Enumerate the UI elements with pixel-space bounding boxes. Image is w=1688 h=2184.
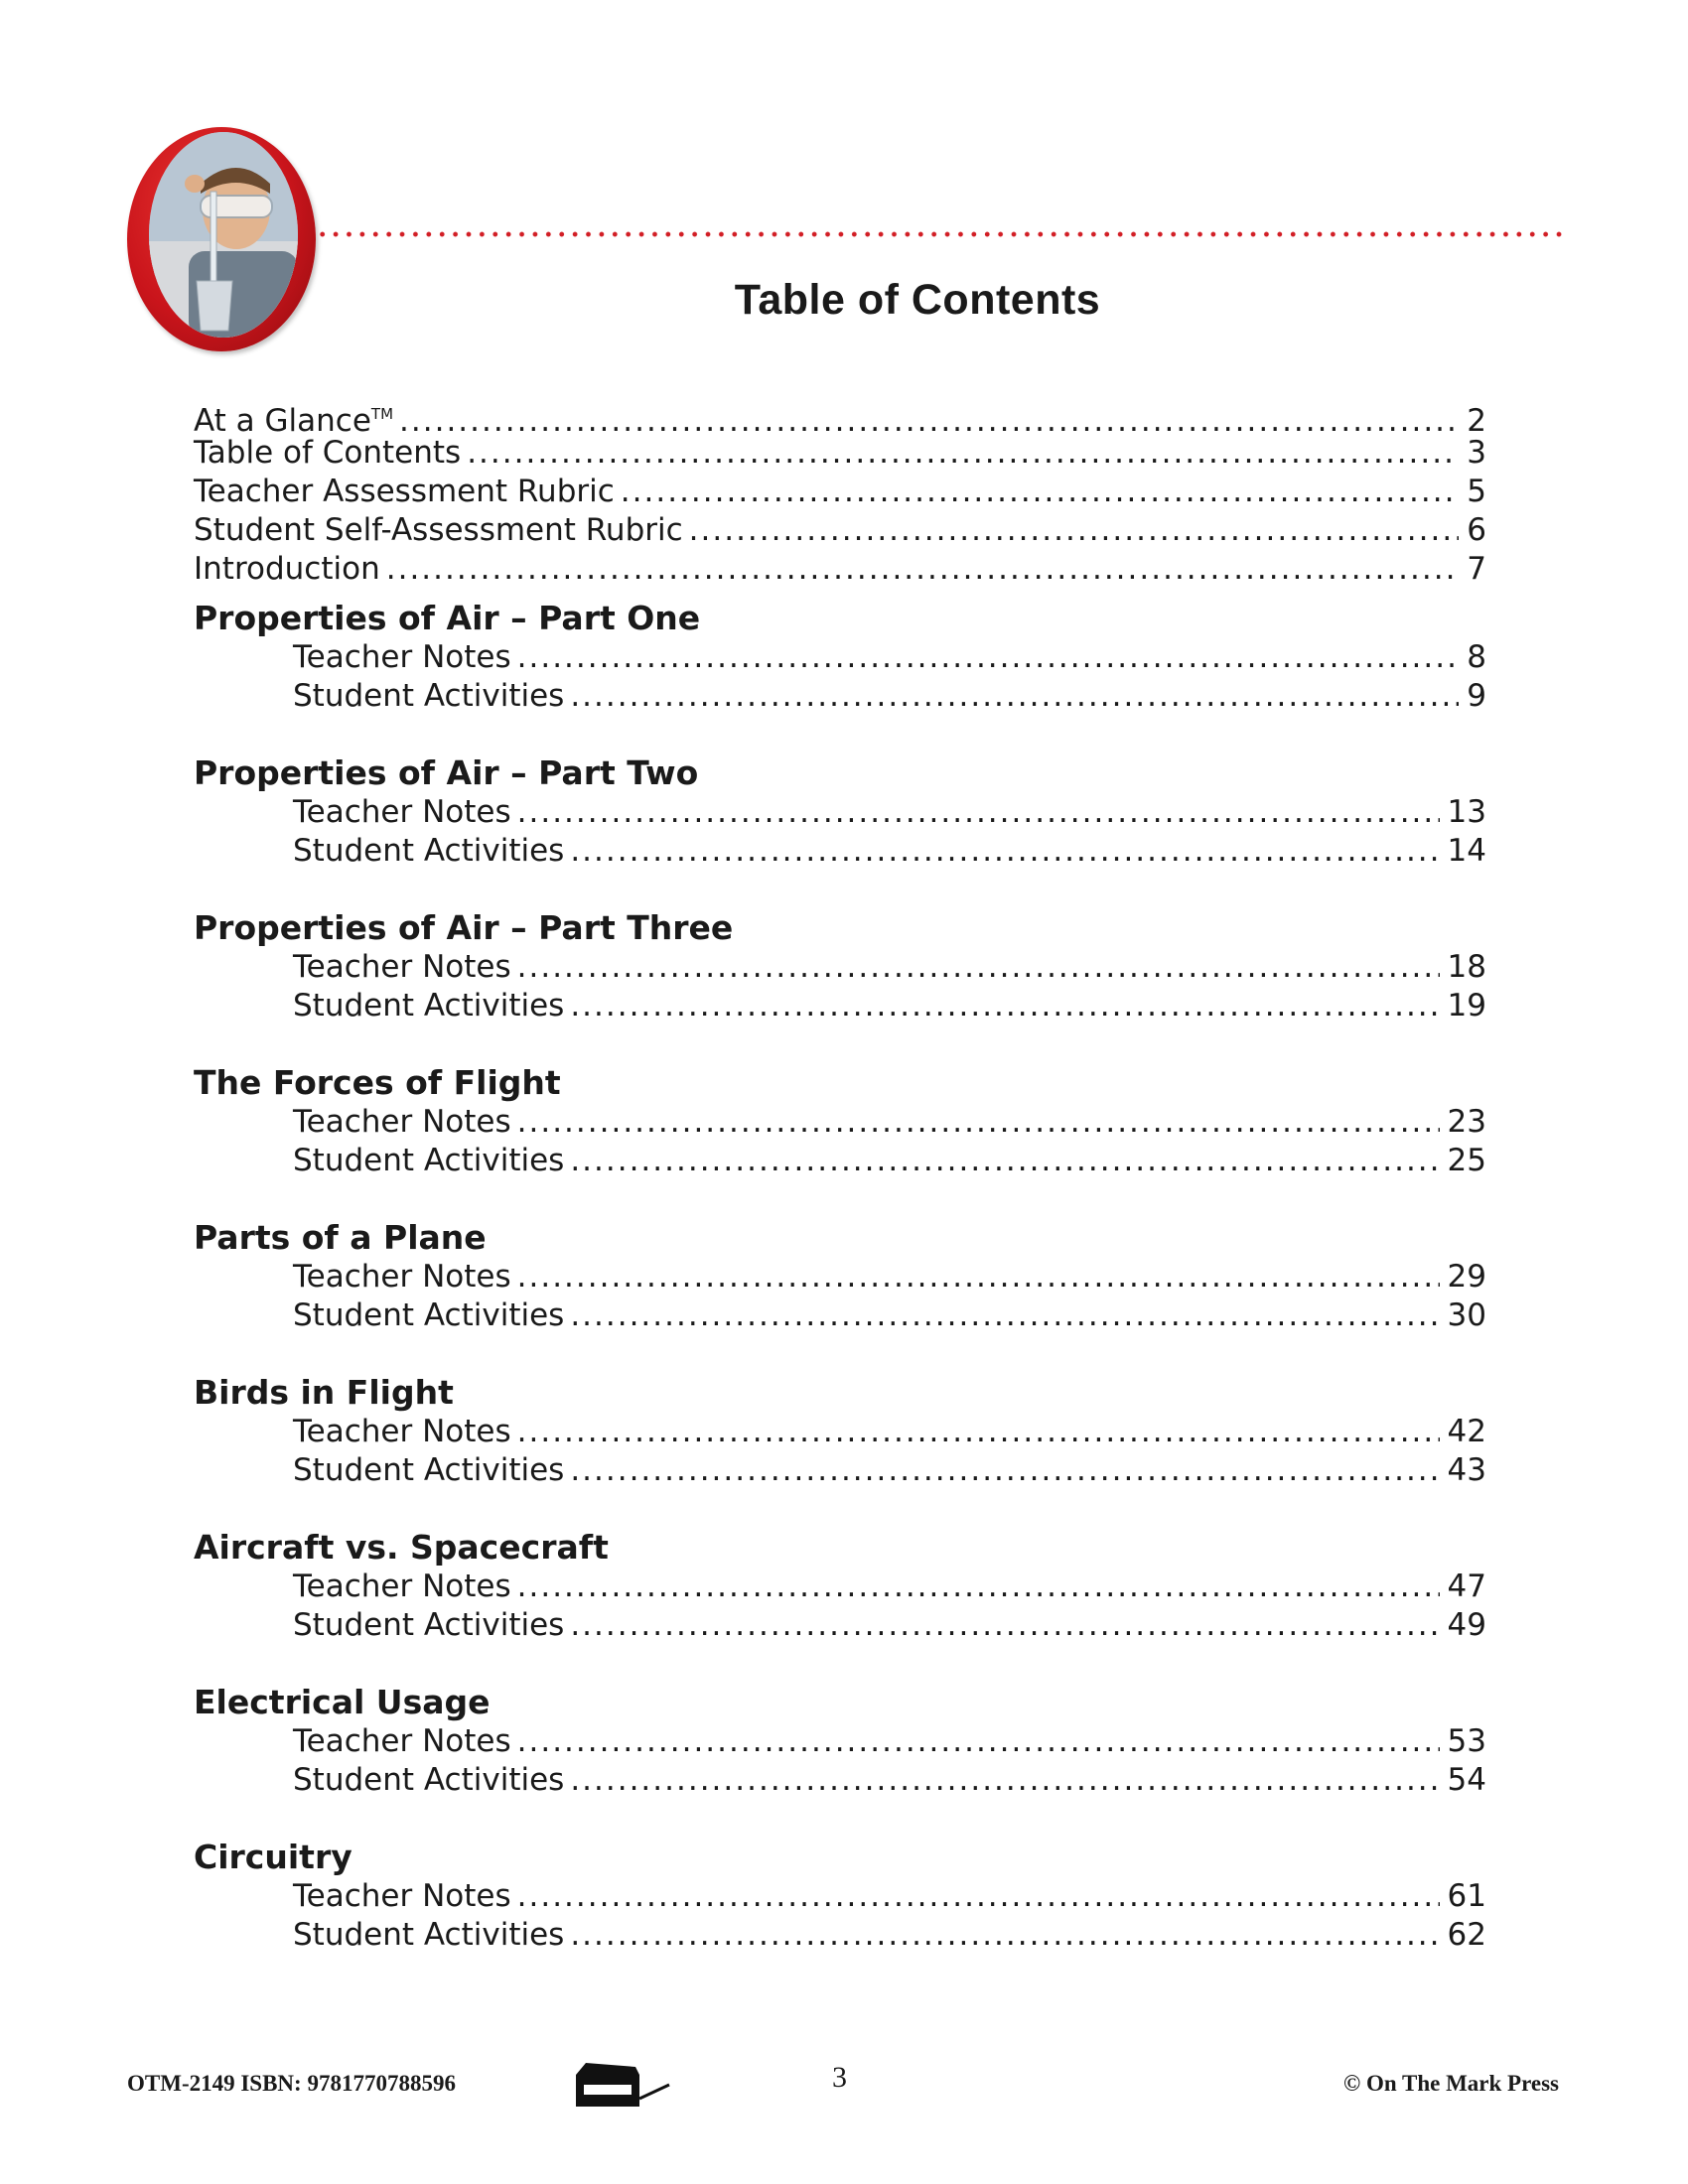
toc-entry-student-activities	[194, 1606, 1486, 1645]
toc-entry-label: Student Activities	[293, 1143, 565, 1178]
toc-entry-teacher-assessment-rubric	[194, 473, 1486, 511]
toc-entry-label: Teacher Notes	[293, 1259, 511, 1295]
toc-entry-page: 6	[1467, 512, 1486, 548]
leader-dots	[517, 1568, 1440, 1606]
page-footer	[0, 2057, 1688, 2116]
leader-dots	[570, 1142, 1439, 1180]
toc-entry-page: 14	[1447, 833, 1486, 869]
leader-dots	[570, 1916, 1439, 1955]
leader-dots	[517, 1877, 1440, 1916]
leader-dots	[517, 948, 1440, 987]
toc-entry-page: 13	[1447, 794, 1486, 830]
leader-dots	[621, 473, 1459, 511]
toc-entry-teacher-notes	[194, 1413, 1486, 1451]
toc-entry-student-activities	[194, 1761, 1486, 1800]
toc-entry-page: 47	[1447, 1569, 1486, 1604]
toc-section	[194, 1838, 1486, 1955]
toc-entry-page: 23	[1447, 1104, 1486, 1140]
leader-dots	[570, 832, 1439, 871]
toc-entry-page: 9	[1467, 678, 1486, 714]
toc-entry-at-a-glance	[194, 395, 1486, 439]
toc-entry-label: Student Activities	[293, 988, 565, 1024]
clapperboard-icon	[574, 2061, 673, 2114]
toc-section-title: Aircraft vs. Spacecraft	[194, 1528, 609, 1567]
leader-dots	[570, 1451, 1439, 1490]
toc-entry-label: Student Self-Assessment Rubric	[194, 512, 683, 548]
dotted-divider	[316, 231, 1565, 237]
toc-entry-page: 7	[1467, 551, 1486, 587]
leader-dots	[517, 1258, 1440, 1297]
leader-dots	[517, 1722, 1440, 1761]
leader-dots	[517, 638, 1460, 677]
leader-dots	[570, 677, 1459, 716]
toc-entry-page: 62	[1447, 1917, 1486, 1953]
toc-entry-label: Table of Contents	[194, 435, 462, 471]
toc-entry-teacher-notes	[194, 1722, 1486, 1761]
toc-entry-student-activities	[194, 1142, 1486, 1180]
toc-entry-page: 2	[1467, 403, 1486, 439]
toc-section-title: Birds in Flight	[194, 1373, 454, 1412]
toc-entry-page: 54	[1447, 1762, 1486, 1798]
toc-entry-label: Teacher Notes	[293, 794, 511, 830]
toc-section-title: Parts of a Plane	[194, 1218, 487, 1257]
toc-section-title: Circuitry	[194, 1838, 352, 1876]
toc-entry-student-activities	[194, 1451, 1486, 1490]
table-of-contents	[194, 395, 1486, 1992]
toc-section-title: Properties of Air – Part One	[194, 599, 701, 637]
toc-entry-page: 43	[1447, 1452, 1486, 1488]
section-list	[194, 599, 1486, 1955]
toc-section-title: Electrical Usage	[194, 1683, 491, 1721]
leader-dots	[689, 511, 1460, 550]
toc-entry-label: Teacher Notes	[293, 1104, 511, 1140]
toc-section-title: Properties of Air – Part Three	[194, 908, 734, 947]
toc-entry-label: Student Activities	[293, 1297, 565, 1333]
leader-dots	[386, 550, 1460, 589]
leader-dots	[517, 793, 1440, 832]
toc-entry-label: Teacher Notes	[293, 1569, 511, 1604]
toc-entry-page: 25	[1447, 1143, 1486, 1178]
toc-entry-page: 18	[1447, 949, 1486, 985]
toc-entry-teacher-notes	[194, 793, 1486, 832]
leader-dots	[570, 1297, 1439, 1335]
toc-entry-table-of-contents	[194, 434, 1486, 473]
toc-entry-label: Introduction	[194, 551, 380, 587]
toc-entry-label: Teacher Notes	[293, 639, 511, 675]
toc-entry-page: 49	[1447, 1607, 1486, 1643]
toc-entry-page: 29	[1447, 1259, 1486, 1295]
toc-section	[194, 1528, 1486, 1645]
toc-entry-page: 30	[1447, 1297, 1486, 1333]
leader-dots	[570, 987, 1439, 1025]
toc-section-title: The Forces of Flight	[194, 1063, 561, 1102]
leader-dots	[467, 434, 1459, 473]
toc-section	[194, 599, 1486, 716]
page-number: 3	[832, 2061, 847, 2094]
toc-entry-student-activities	[194, 987, 1486, 1025]
toc-entry-teacher-notes	[194, 1568, 1486, 1606]
toc-entry-student-activities	[194, 1297, 1486, 1335]
toc-entry-student-activities	[194, 677, 1486, 716]
toc-entry-teacher-notes	[194, 1258, 1486, 1297]
toc-entry-student-self-assessment-rubric	[194, 511, 1486, 550]
toc-section	[194, 908, 1486, 1025]
toc-entry-page: 8	[1467, 639, 1486, 675]
toc-entry-introduction	[194, 550, 1486, 589]
toc-section	[194, 1373, 1486, 1490]
leader-dots	[570, 1761, 1439, 1800]
toc-entry-page: 3	[1467, 435, 1486, 471]
leader-dots	[517, 1413, 1440, 1451]
toc-entry-label: Student Activities	[293, 1607, 565, 1643]
leader-dots	[570, 1606, 1439, 1645]
toc-entry-label: At a Glance™	[194, 403, 394, 439]
toc-section	[194, 1683, 1486, 1800]
toc-entry-label: Student Activities	[293, 1452, 565, 1488]
toc-entry-page: 5	[1467, 474, 1486, 509]
toc-entry-page: 42	[1447, 1414, 1486, 1449]
toc-entry-teacher-notes	[194, 638, 1486, 677]
toc-entry-label: Teacher Notes	[293, 949, 511, 985]
copyright: © On The Mark Press	[1343, 2071, 1559, 2096]
toc-entry-teacher-notes	[194, 948, 1486, 987]
toc-entry-page: 19	[1447, 988, 1486, 1024]
toc-entry-student-activities	[194, 832, 1486, 871]
toc-entry-student-activities	[194, 1916, 1486, 1955]
toc-entry-label: Student Activities	[293, 678, 565, 714]
toc-entry-label: Student Activities	[293, 1917, 565, 1953]
trademark-mark: TM	[370, 405, 394, 423]
toc-entry-teacher-notes	[194, 1103, 1486, 1142]
toc-section	[194, 1218, 1486, 1335]
toc-entry-label: Teacher Assessment Rubric	[194, 474, 615, 509]
product-code-isbn: OTM-2149 ISBN: 9781770788596	[127, 2071, 456, 2096]
leader-dots	[517, 1103, 1440, 1142]
toc-entry-label: Teacher Notes	[293, 1414, 511, 1449]
toc-entry-page: 61	[1447, 1878, 1486, 1914]
toc-section	[194, 753, 1486, 871]
toc-entry-label: Student Activities	[293, 1762, 565, 1798]
toc-entry-teacher-notes	[194, 1877, 1486, 1916]
toc-section	[194, 1063, 1486, 1180]
toc-entry-label: Teacher Notes	[293, 1878, 511, 1914]
page-title: Table of Contents	[734, 276, 1101, 324]
toc-section-title: Properties of Air – Part Two	[194, 753, 699, 792]
toc-entry-label: Student Activities	[293, 833, 565, 869]
toc-entry-label: Teacher Notes	[293, 1723, 511, 1759]
front-matter-list	[194, 395, 1486, 589]
toc-entry-page: 53	[1447, 1723, 1486, 1759]
